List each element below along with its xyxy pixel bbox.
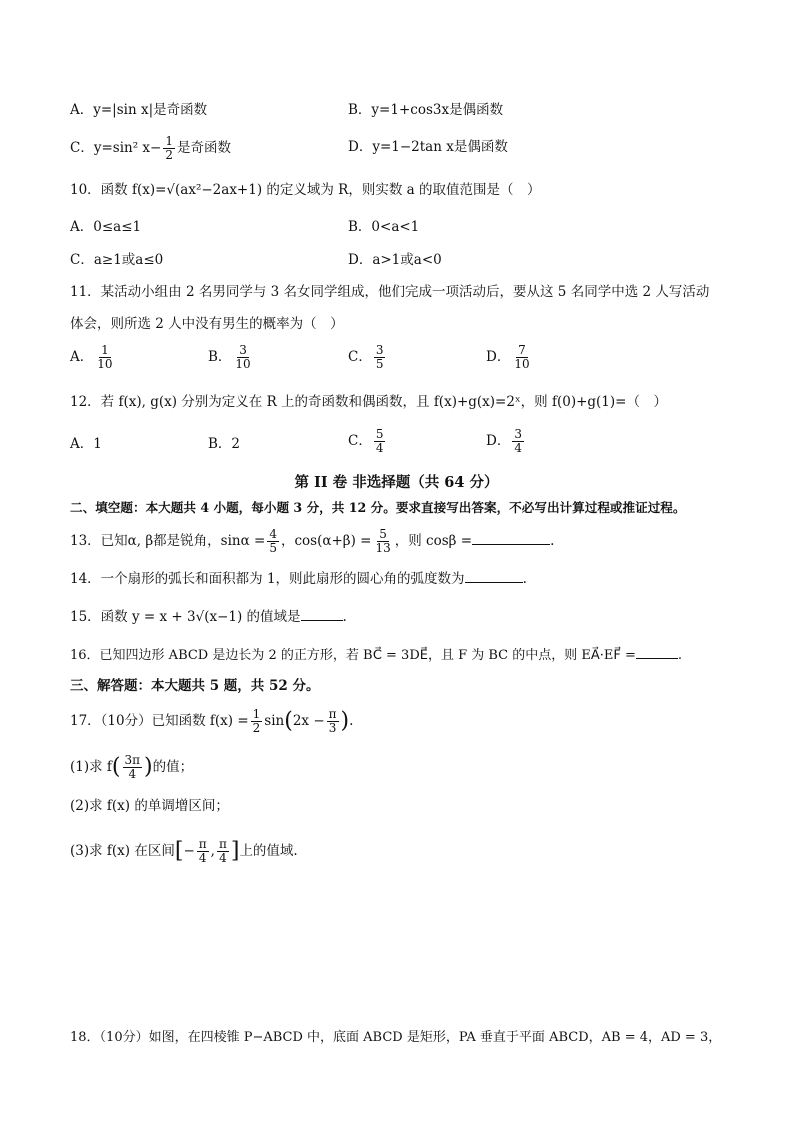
q17-pre: 17．（10分）已知函数 f(x) = <box>70 713 249 729</box>
q9-option-c-post: 是奇函数 <box>176 140 231 156</box>
q13 <box>70 526 554 556</box>
q17-part1-pre: (1)求 f <box>70 759 112 775</box>
q17-part2: (2)求 f(x) 的单调增区间； <box>70 798 229 814</box>
q10-option-a: A．0≤a≤1 <box>70 219 142 235</box>
q11-option-c <box>348 344 387 371</box>
fraction-denominator: 3 <box>328 721 337 735</box>
q17-part1-post: 的值； <box>152 759 194 775</box>
minus-sign: − <box>183 843 195 859</box>
fraction-numerator: π <box>198 837 207 851</box>
comma: , <box>210 843 215 859</box>
fraction <box>163 135 175 162</box>
paren-close: ) <box>144 754 153 780</box>
fraction <box>374 428 386 455</box>
answer-blank[interactable] <box>472 530 550 545</box>
q13-pre: 13．已知α, β都是锐角，sinα = <box>70 533 266 549</box>
fraction-numerator: 7 <box>518 343 526 357</box>
q15-end: . <box>342 609 347 625</box>
q17-sin: sin <box>264 713 285 729</box>
fraction <box>512 344 531 371</box>
fraction-numerator: 1 <box>252 707 261 721</box>
q16-end: . <box>677 648 683 663</box>
fraction-denominator: 5 <box>375 357 384 371</box>
fraction-denominator: 10 <box>235 357 251 371</box>
answer-blank[interactable] <box>636 644 678 659</box>
fraction-numerator: 3π <box>124 753 141 767</box>
q10-option-c: C．a≥1或a≤0 <box>70 252 164 268</box>
fraction-denominator: 4 <box>514 441 522 455</box>
q15 <box>70 606 347 627</box>
fraction <box>267 528 279 555</box>
q9-option-c <box>70 135 231 162</box>
q17-part1 <box>70 752 193 782</box>
q17-stem <box>70 706 353 736</box>
q12-option-b: B．2 <box>208 436 241 452</box>
fraction-numerator: 5 <box>379 527 387 541</box>
fraction-denominator: 4 <box>219 851 227 865</box>
fraction-numerator: 3 <box>514 427 522 441</box>
q12-option-a: A．1 <box>70 436 102 452</box>
part2-title: 第 II 卷 非选择题（共 64 分） <box>294 474 499 491</box>
answer-blank[interactable] <box>301 606 343 621</box>
fraction-denominator: 10 <box>514 357 530 371</box>
q10-option-d: D．a>1或a<0 <box>348 252 442 268</box>
q11-option-a <box>70 344 117 371</box>
fraction <box>217 838 229 865</box>
fraction-numerator: 5 <box>375 427 384 441</box>
paren-open: ( <box>284 708 293 734</box>
q9-option-b: B．y=1+cos3x是偶函数 <box>348 102 504 118</box>
q12-stem: 12．若 f(x), g(x) 分别为定义在 R 上的奇函数和偶函数，且 f(x)+g(x)=2ˣ，则 f(0)+g(1)=（ ） <box>70 394 667 410</box>
fraction-denominator: 2 <box>252 721 261 735</box>
fraction-denominator: 13 <box>375 541 391 555</box>
q16 <box>70 644 682 666</box>
q11-option-b <box>208 344 255 371</box>
q14-end: . <box>522 571 527 587</box>
fraction-numerator: π <box>218 837 227 851</box>
q13-post: ，则 cosβ = <box>394 533 473 549</box>
q12-option-d <box>486 428 526 455</box>
fraction <box>512 428 524 455</box>
bracket-close: ] <box>230 838 240 864</box>
fraction <box>374 344 386 371</box>
q10-stem: 10．函数 f(x)=√(ax²−2ax+1) 的定义域为 R，则实数 a 的取值范围是（ ） <box>70 182 541 198</box>
q18-stem: 18．（10分）如图，在四棱锥 P−ABCD 中，底面 ABCD 是矩形，PA 垂直于平面 ABCD，AB = 4，AD = 3， <box>70 1030 722 1045</box>
fraction-denominator: 4 <box>198 851 207 865</box>
q17-end: . <box>349 713 354 729</box>
section2-heading: 二、填空题：本大题共 4 小题，每小题 3 分，共 12 分。要求直接写出答案，不必写出计算过程或推证过程。 <box>70 500 686 515</box>
option-label: B． <box>208 349 232 365</box>
fraction-numerator: 4 <box>269 527 277 541</box>
paren-open: ( <box>111 754 121 780</box>
fraction <box>327 708 339 735</box>
q11-stem-line1: 11．某活动小组由 2 名男同学与 3 名女同学组成，他们完成一项活动后，要从这 5 名同学中选 2 人写活动 <box>70 284 710 300</box>
option-label: C． <box>348 349 372 365</box>
paren-close: ) <box>340 708 350 734</box>
fraction-numerator: 1 <box>165 134 173 148</box>
fraction <box>373 528 392 555</box>
fraction-numerator: 3 <box>239 343 247 357</box>
q9-option-c-pre: C．y=sin² x− <box>70 140 162 156</box>
section3-heading: 三、解答题：本大题共 5 题，共 52 分。 <box>70 678 320 694</box>
option-label: D． <box>486 433 511 449</box>
fraction <box>233 344 252 371</box>
q11-stem-line2: 体会，则所选 2 人中没有男生的概率为（ ） <box>70 316 344 332</box>
fraction-denominator: 4 <box>375 441 384 455</box>
q12-option-c <box>348 428 387 455</box>
q17-part3-post: 上的值域. <box>239 843 298 859</box>
fraction <box>123 754 143 781</box>
fraction <box>95 344 114 371</box>
bracket-open: [ <box>174 838 184 864</box>
q11-option-d <box>486 344 534 371</box>
fraction-numerator: 3 <box>375 343 384 357</box>
fraction-numerator: π <box>328 707 337 721</box>
q13-end: . <box>550 533 555 549</box>
fraction-denominator: 4 <box>128 767 137 781</box>
q15-text: 15．函数 y = x + 3√(x−1) 的值域是 <box>70 609 301 625</box>
fraction-numerator: 1 <box>101 343 109 357</box>
q16-text: 16．已知四边形 ABCD 是边长为 2 的正方形，若 BC⃗ = 3DE⃗，且 F 为 BC 的中点，则 EA⃗·EF⃗ = <box>70 648 636 663</box>
option-label: D． <box>486 349 511 365</box>
q14 <box>70 568 527 589</box>
q9-option-d: D．y=1−2tan x是偶函数 <box>348 139 508 155</box>
q17-part3 <box>70 836 298 866</box>
q17-part3-pre: (3)求 f(x) 在区间 <box>70 843 175 859</box>
q9-option-a: A．y=|sin x|是奇函数 <box>70 102 208 118</box>
q17-arg: 2x − <box>292 713 325 729</box>
fraction-denominator: 10 <box>97 357 113 371</box>
fraction-denominator: 5 <box>269 541 277 555</box>
fraction <box>197 838 209 865</box>
fraction-denominator: 2 <box>165 148 173 162</box>
fraction <box>251 708 263 735</box>
answer-blank[interactable] <box>465 568 523 583</box>
option-label: A． <box>70 349 94 365</box>
q10-option-b: B．0<a<1 <box>348 219 420 235</box>
q14-text: 14．一个扇形的弧长和面积都为 1，则此扇形的圆心角的弧度数为 <box>70 571 465 587</box>
q13-mid: ，cos(α+β) = <box>280 533 372 549</box>
option-label: C． <box>348 433 372 449</box>
